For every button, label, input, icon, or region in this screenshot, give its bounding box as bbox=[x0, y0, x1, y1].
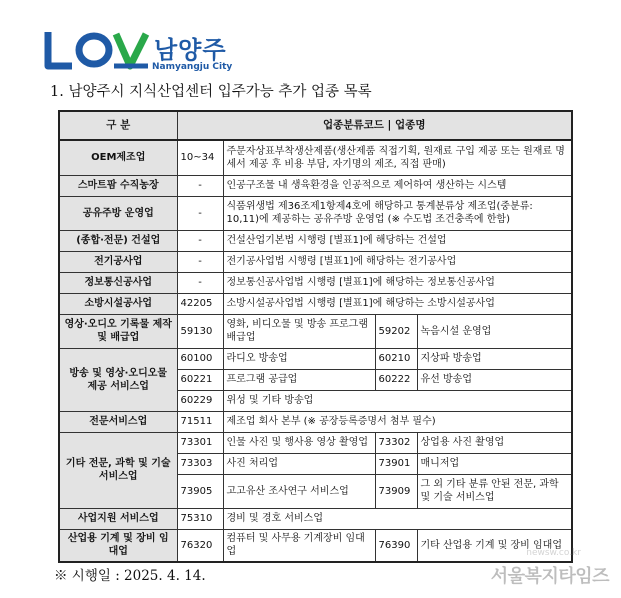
code-cell: - bbox=[177, 196, 223, 230]
name-cell: 영화, 비디오물 및 방송 프로그램 배급업 bbox=[223, 314, 375, 348]
code-cell: - bbox=[177, 251, 223, 272]
name-cell: 식품위생법 제36조제1항제4호에 해당하고 통계분류상 제조업(중분류: 10,11)에 제공하는 공유주방 운영업 (※ 수도법 조건충족에 한함) bbox=[223, 196, 572, 230]
code-cell: 73901 bbox=[375, 453, 417, 474]
table-row bbox=[59, 508, 572, 529]
category-cell: OEM제조업 bbox=[59, 140, 177, 175]
name-cell: 고고유산 조사연구 서비스업 bbox=[223, 474, 375, 508]
name-cell: 녹음시설 운영업 bbox=[417, 314, 572, 348]
category-cell: 정보통신공사업 bbox=[59, 272, 177, 293]
name-cell: 건설산업기본법 시행령 [별표1]에 해당하는 건설업 bbox=[223, 230, 572, 251]
name-cell: 유선 방송업 bbox=[417, 369, 572, 390]
code-cell: 73909 bbox=[375, 474, 417, 508]
code-cell: 76390 bbox=[375, 529, 417, 562]
code-cell: 73302 bbox=[375, 432, 417, 453]
code-cell: 60222 bbox=[375, 369, 417, 390]
city-logo bbox=[44, 26, 244, 82]
table-row bbox=[59, 411, 572, 432]
name-cell: 전기공사업법 시행령 [별표1]에 해당하는 전기공사업 bbox=[223, 251, 572, 272]
watermark-url: newsw.co.kr bbox=[526, 548, 581, 558]
table-row bbox=[59, 251, 572, 272]
code-cell: 73301 bbox=[177, 432, 223, 453]
name-cell: 그 외 기타 분류 안된 전문, 과학 및 기술 서비스업 bbox=[417, 474, 572, 508]
name-cell: 기타 산업용 기계 및 장비 임대업 bbox=[417, 529, 572, 562]
table-row bbox=[59, 348, 572, 369]
code-cell: 10~34 bbox=[177, 140, 223, 175]
header-category: 구 분 bbox=[59, 111, 177, 140]
table-row bbox=[59, 175, 572, 196]
name-cell: 위성 및 기타 방송업 bbox=[223, 390, 572, 411]
code-cell: 59130 bbox=[177, 314, 223, 348]
code-cell: - bbox=[177, 230, 223, 251]
code-cell: 42205 bbox=[177, 293, 223, 314]
code-cell: 60100 bbox=[177, 348, 223, 369]
name-cell: 주문자상표부착생산제품(생산제품 직접기획, 원재료 구입 제공 또는 원재료 명세서 제공 후 비용 부담, 자기명의 제조, 직접 판매) bbox=[223, 140, 572, 175]
table-row bbox=[59, 293, 572, 314]
name-cell: 상업용 사진 촬영업 bbox=[417, 432, 572, 453]
document-title: 1. 남양주시 지식산업센터 입주가능 추가 업종 목록 bbox=[50, 84, 372, 100]
table-header-row bbox=[59, 111, 572, 140]
category-cell: 산업용 기계 및 장비 임대업 bbox=[59, 529, 177, 562]
name-cell: 정보통신공사업법 시행령 [별표1]에 해당하는 정보통신공사업 bbox=[223, 272, 572, 293]
table-row bbox=[59, 272, 572, 293]
logo-subtitle: Namyangju City bbox=[152, 62, 233, 72]
table-row bbox=[59, 230, 572, 251]
code-cell: - bbox=[177, 272, 223, 293]
watermark: 서울복지타임즈 bbox=[490, 566, 609, 587]
code-cell: 75310 bbox=[177, 508, 223, 529]
name-cell: 컴퓨터 및 사무용 기계장비 임대업 bbox=[223, 529, 375, 562]
category-cell: 스마트팜 수직농장 bbox=[59, 175, 177, 196]
name-cell: 제조업 회사 본부 (※ 공장등록증명서 첨부 필수) bbox=[223, 411, 572, 432]
effective-date-note: ※ 시행일 : 2025. 4. 14. bbox=[54, 568, 206, 584]
code-cell: 73303 bbox=[177, 453, 223, 474]
category-cell: (종합·전문) 건설업 bbox=[59, 230, 177, 251]
code-cell: 60221 bbox=[177, 369, 223, 390]
name-cell: 프로그램 공급업 bbox=[223, 369, 375, 390]
category-cell: 기타 전문, 과학 및 기술 서비스업 bbox=[59, 432, 177, 508]
code-cell: 60210 bbox=[375, 348, 417, 369]
code-cell: - bbox=[177, 175, 223, 196]
category-cell: 전기공사업 bbox=[59, 251, 177, 272]
category-cell: 공유주방 운영업 bbox=[59, 196, 177, 230]
industry-table bbox=[58, 110, 573, 563]
header-code-name: 업종분류코드 | 업종명 bbox=[177, 111, 572, 140]
category-cell: 방송 및 영상·오디오물 제공 서비스업 bbox=[59, 348, 177, 411]
table-row bbox=[59, 432, 572, 453]
name-cell: 지상파 방송업 bbox=[417, 348, 572, 369]
code-cell: 73905 bbox=[177, 474, 223, 508]
category-cell: 소방시설공사업 bbox=[59, 293, 177, 314]
namyangju-logo-mark-icon bbox=[44, 28, 152, 72]
category-cell: 사업지원 서비스업 bbox=[59, 508, 177, 529]
table-row bbox=[59, 314, 572, 348]
name-cell: 매니저업 bbox=[417, 453, 572, 474]
category-cell: 전문서비스업 bbox=[59, 411, 177, 432]
logo-name: 남양주 bbox=[154, 36, 227, 64]
name-cell: 사진 처리업 bbox=[223, 453, 375, 474]
name-cell: 경비 및 경호 서비스업 bbox=[223, 508, 572, 529]
name-cell: 인물 사진 및 행사용 영상 촬영업 bbox=[223, 432, 375, 453]
table-row bbox=[59, 196, 572, 230]
table-row bbox=[59, 140, 572, 175]
code-cell: 76320 bbox=[177, 529, 223, 562]
category-cell: 영상·오디오 기록물 제작 및 배급업 bbox=[59, 314, 177, 348]
name-cell: 라디오 방송업 bbox=[223, 348, 375, 369]
code-cell: 59202 bbox=[375, 314, 417, 348]
code-cell: 60229 bbox=[177, 390, 223, 411]
name-cell: 인공구조물 내 생육환경을 인공적으로 제어하여 생산하는 시스템 bbox=[223, 175, 572, 196]
code-cell: 71511 bbox=[177, 411, 223, 432]
name-cell: 소방시설공사업법 시행령 [별표1]에 해당하는 소방시설공사업 bbox=[223, 293, 572, 314]
table-row bbox=[59, 529, 572, 562]
